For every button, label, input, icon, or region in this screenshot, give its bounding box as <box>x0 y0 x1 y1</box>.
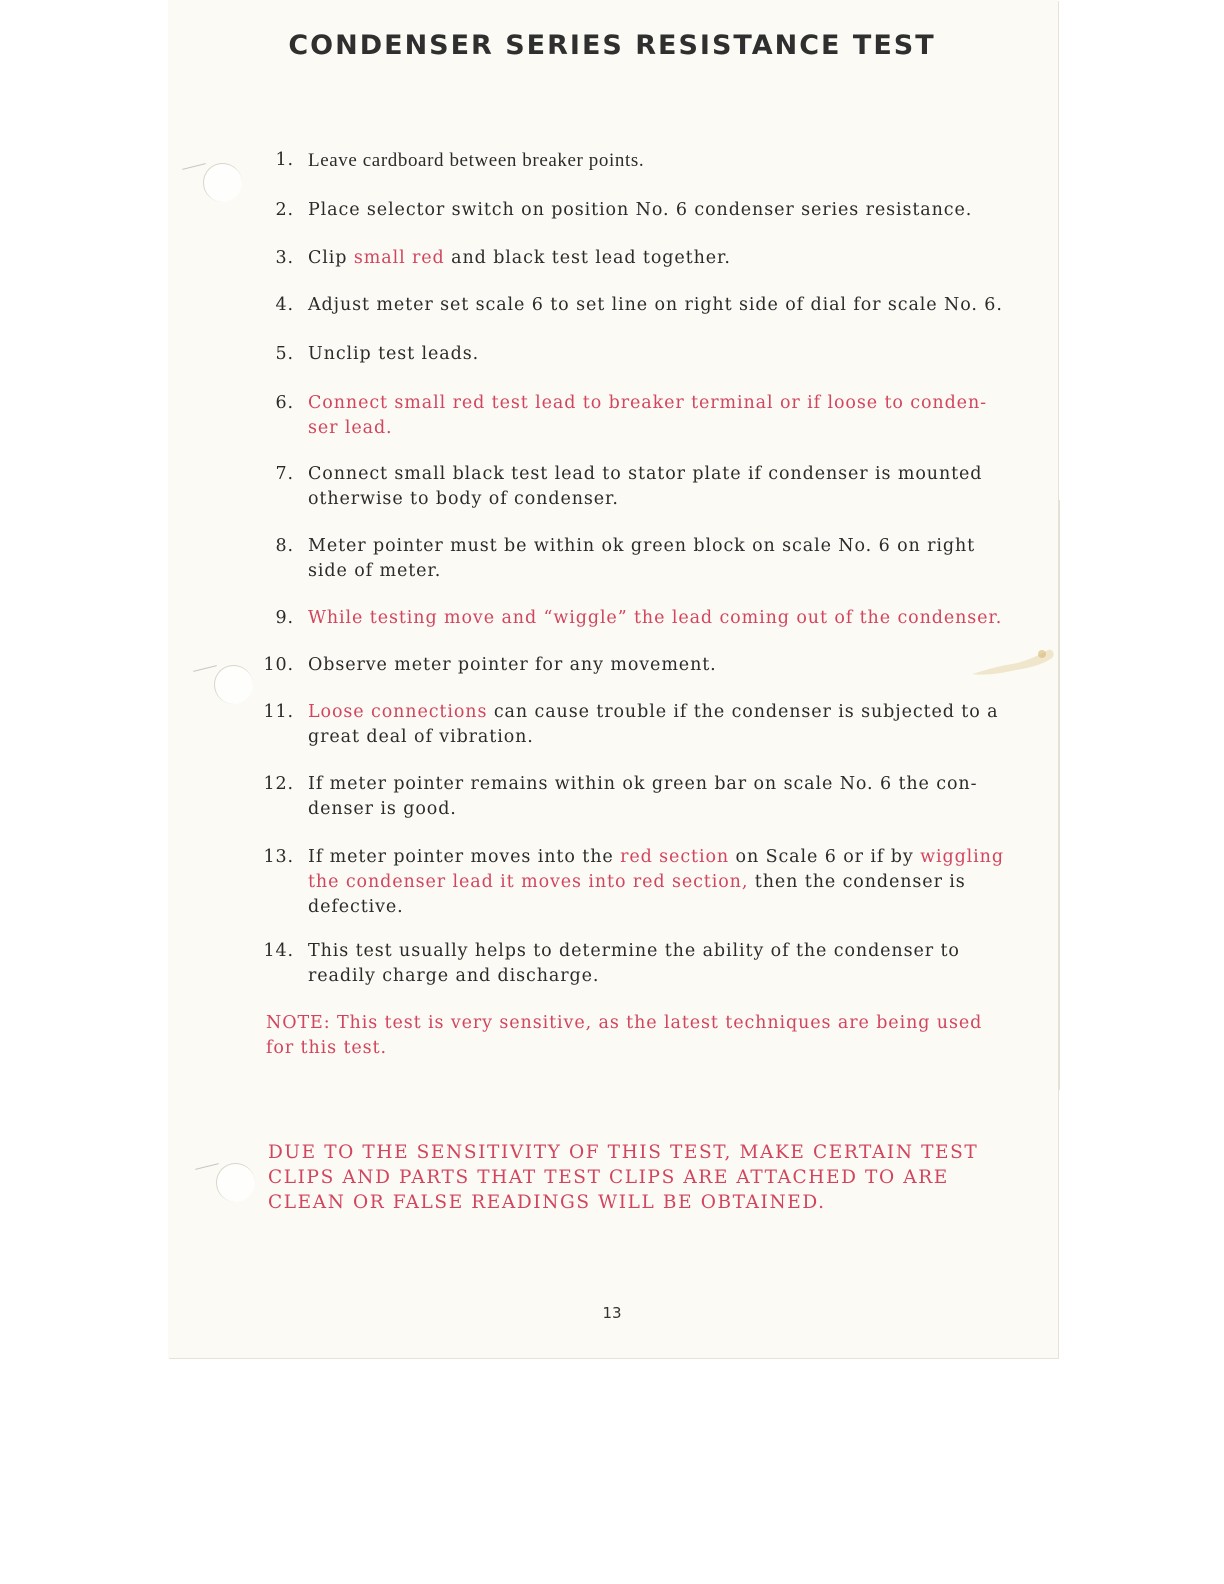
step-number: 7. <box>275 464 294 484</box>
step-text: Connect small black test lead to stator plate if condenser is mounted otherwise to body of condenser. <box>308 464 983 509</box>
step-text: Leave cardboard between breaker points. <box>308 150 645 171</box>
binder-hole <box>214 665 253 704</box>
page-edge <box>1053 500 1060 1090</box>
step-text: If meter pointer moves into the red section on Scale 6 or if by wiggling the condenser lead it moves into red section, then the condenser is defective. <box>308 847 1004 917</box>
step-number: 9. <box>275 608 294 628</box>
step-text: Meter pointer must be within ok green block on scale No. 6 on right side of meter. <box>308 536 976 581</box>
step-number: 6. <box>275 393 294 413</box>
step-number: 5. <box>275 344 294 364</box>
step-number: 8. <box>275 536 294 556</box>
step-text: While testing move and “wiggle” the lead coming out of the condenser. <box>308 608 1003 628</box>
step-text: Connect small red test lead to breaker terminal or if loose to conden-ser lead. <box>308 393 987 438</box>
step-text: Loose connections can cause trouble if the condenser is subjected to a great deal of vibration. <box>308 702 999 747</box>
step-number: 4. <box>275 295 294 315</box>
step-text: Observe meter pointer for any movement. <box>308 655 717 675</box>
step-text: Unclip test leads. <box>308 344 480 364</box>
step-text: If meter pointer remains within ok green bar on scale No. 6 the con-denser is good. <box>308 774 978 819</box>
step-number: 10. <box>263 655 294 675</box>
step-number: 1. <box>275 150 294 170</box>
step-text: Place selector switch on position No. 6 condenser series resistance. <box>308 200 973 220</box>
warning-text: DUE TO THE SENSITIVITY OF THIS TEST, MAKE CERTAIN TEST CLIPS AND PARTS THAT TEST CLIPS ARE ATTACHED TO ARE CLEAN OR FALSE READINGS WILL BE OBTAINED. <box>268 1142 979 1213</box>
step-number: 3. <box>275 248 294 268</box>
binder-hole <box>203 163 242 202</box>
step-number: 12. <box>263 774 294 794</box>
binder-hole <box>216 1163 255 1202</box>
page-number: 13 <box>602 1304 622 1322</box>
step-number: 2. <box>275 200 294 220</box>
step-number: 13. <box>263 847 294 867</box>
step-number: 11. <box>263 702 294 722</box>
step-text: This test usually helps to determine the ability of the condenser to readily charge and discharge. <box>308 941 960 986</box>
note-text: NOTE: This test is very sensitive, as the latest techniques are being used for this test. <box>266 1013 983 1058</box>
step-text: Clip small red and black test lead together. <box>308 248 731 268</box>
step-text: Adjust meter set scale 6 to set line on right side of dial for scale No. 6. <box>308 295 1003 315</box>
page-title: CONDENSER SERIES RESISTANCE TEST <box>288 30 936 61</box>
step-number: 14. <box>263 941 294 961</box>
